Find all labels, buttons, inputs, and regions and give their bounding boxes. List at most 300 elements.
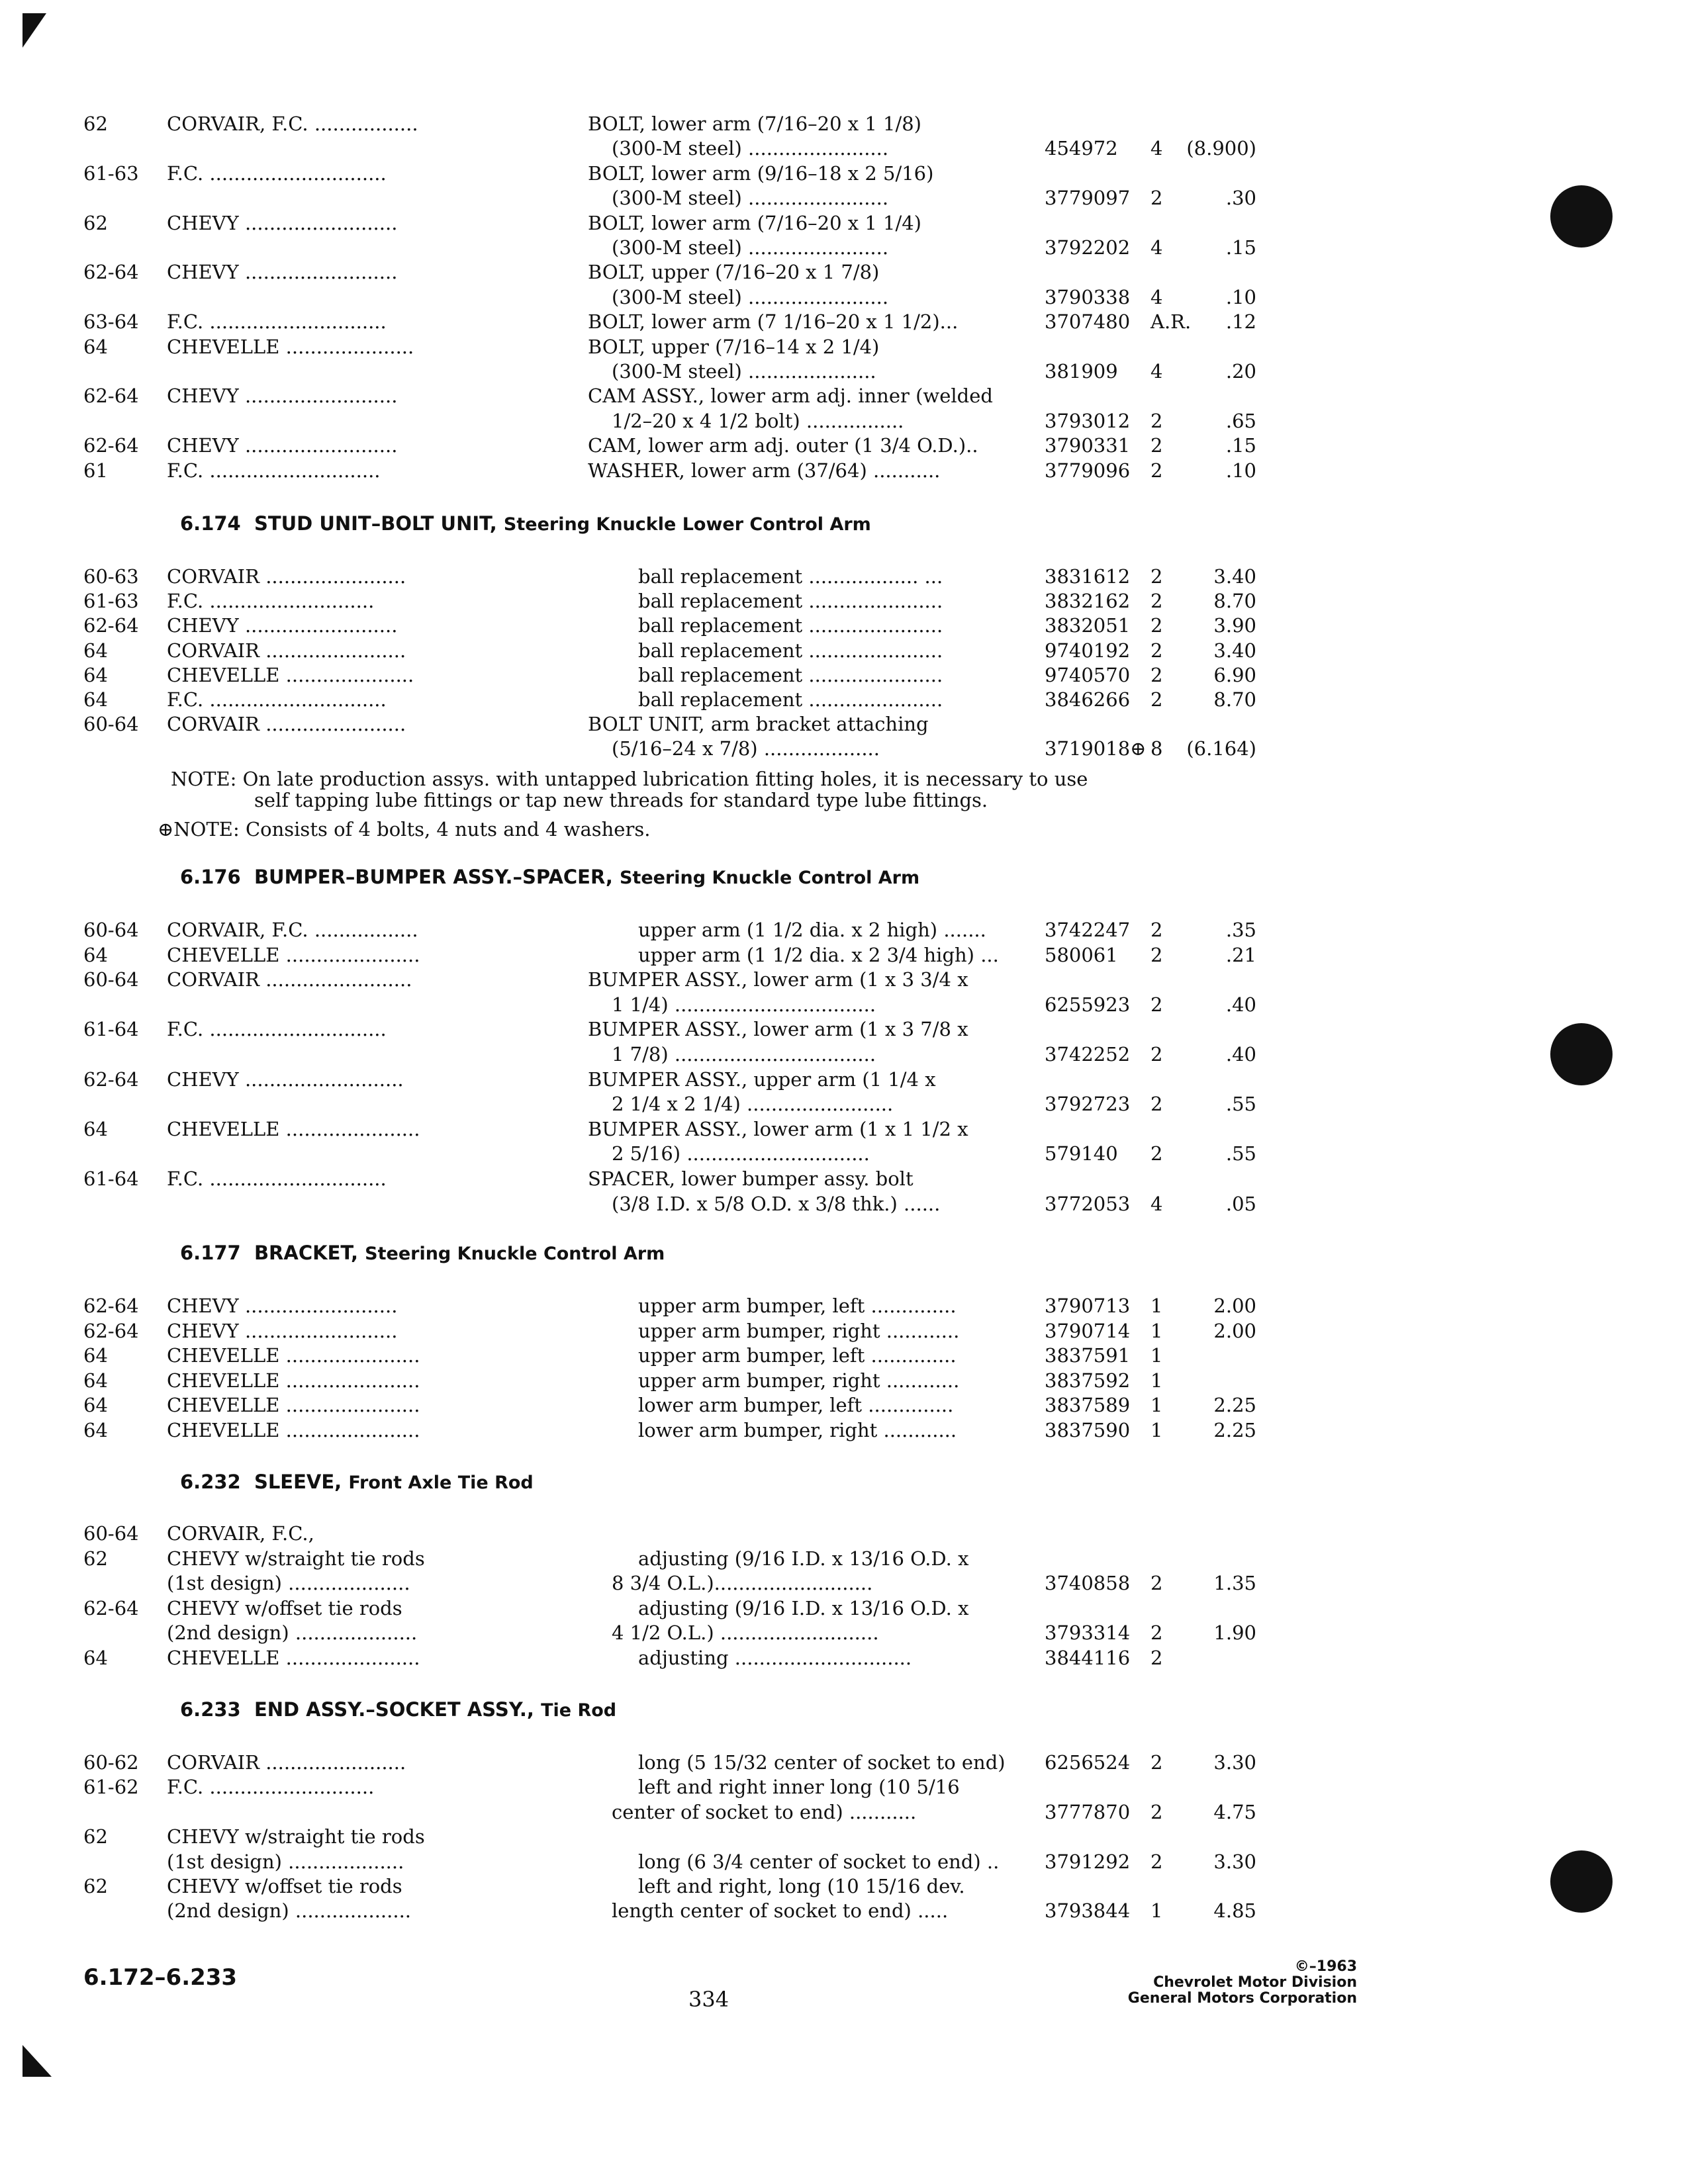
quantity-cell: 1 [1150,1319,1163,1342]
price-cell: .15 [1225,236,1256,259]
model-cell: CHEVELLE ...................... [167,1117,420,1140]
model-cell: CHEVELLE ...................... [167,943,420,966]
model-cell: F.C. ............................. [167,161,387,185]
part-row [0,1596,1688,1621]
part-row [0,588,1688,614]
year-cell: 62-64 [83,1596,139,1619]
model-cell: CHEVY ......................... [167,434,398,457]
quantity-cell: 2 [1150,565,1163,588]
part-number-cell: 3779096 [1045,459,1131,482]
price-cell: 1.90 [1213,1621,1256,1645]
part-row [0,1368,1688,1393]
description-cell: 1 7/8) ................................. [612,1043,876,1066]
part-row [0,458,1688,483]
part-number-cell: 3740858 [1045,1572,1131,1595]
quantity-cell: 2 [1150,688,1163,711]
part-number-cell: 3707480 [1045,310,1131,334]
price-cell: .30 [1225,187,1256,210]
model-cell: F.C. ............................. [167,1018,387,1041]
year-cell: 62 [83,1825,108,1848]
part-row [0,111,1688,136]
part-row [0,309,1688,334]
model-cell: CHEVY ......................... [167,614,398,637]
part-row [0,185,1688,210]
quantity-cell: 4 [1150,137,1163,160]
part-number-cell: 580061 [1045,943,1118,966]
price-cell: .55 [1225,1142,1256,1165]
model-cell: F.C. ............................. [167,688,387,711]
year-cell: 62 [83,113,108,135]
part-number-cell: 3792202 [1045,236,1131,259]
quantity-cell: 2 [1150,1043,1163,1066]
description-cell: BOLT, lower arm (9/16–18 x 2 5/16) [588,161,934,185]
year-cell: 62-64 [83,1295,139,1317]
description-cell: upper arm (1 1/2 dia. x 2 3/4 high) ... [638,943,999,966]
model-cell: CORVAIR, F.C. ................. [167,919,418,941]
part-row [0,1392,1688,1418]
part-row [0,992,1688,1017]
quantity-cell: 2 [1150,1647,1163,1669]
part-row [0,1824,1688,1849]
year-cell: 62-64 [83,261,139,284]
part-number-cell: 6255923 [1045,993,1131,1016]
year-cell: 60-64 [83,1522,139,1545]
part-number-cell: 381909 [1045,360,1118,383]
description-cell: CAM, lower arm adj. outer (1 3/4 O.D.).. [588,434,978,457]
part-row [0,736,1688,761]
description-cell: SPACER, lower bumper assy. bolt [588,1167,914,1190]
part-row [0,1546,1688,1571]
part-row [0,1774,1688,1799]
part-row [0,1318,1688,1343]
model-cell: CHEVY ......................... [167,1319,398,1342]
part-row [0,613,1688,638]
part-number-cell: 3772053 [1045,1192,1131,1215]
quantity-cell: 1 [1150,1419,1163,1441]
model-cell: CHEVELLE ...................... [167,1369,420,1392]
part-row [0,564,1688,589]
description-cell: upper arm bumper, right ............ [638,1369,960,1392]
price-cell: .20 [1225,360,1256,383]
price-cell: 6.90 [1213,663,1256,686]
price-cell: 4.85 [1213,1899,1256,1923]
price-cell: 8.70 [1213,590,1256,613]
part-row [0,210,1688,236]
part-row [0,259,1688,285]
description-cell: left and right, long (10 15/16 dev. [638,1875,965,1897]
part-row [0,1067,1688,1092]
quantity-cell: 2 [1150,590,1163,613]
part-number-cell: 3790713 [1045,1295,1131,1317]
part-number-cell: 3719018⊕ [1045,737,1147,760]
quantity-cell: 2 [1150,614,1163,637]
year-cell: 61-64 [83,1167,139,1190]
description-cell: (300-M steel) ....................... [612,285,889,308]
description-cell: lower arm bumper, left .............. [638,1394,954,1417]
year-cell: 62 [83,211,108,234]
description-cell: 4 1/2 O.L.) .......................... [612,1621,879,1645]
year-cell: 61-62 [83,1776,139,1799]
section-range: 6.172–6.233 [83,1964,238,1991]
part-number-cell: 3793012 [1045,409,1131,432]
model-cell: CHEVY w/straight tie rods [167,1547,425,1570]
price-cell: 3.30 [1213,1751,1256,1774]
description-cell: BUMPER ASSY., upper arm (1 1/4 x [588,1068,936,1091]
year-cell: 64 [83,663,108,686]
year-cell: 61-63 [83,590,139,613]
part-row [0,1191,1688,1216]
year-cell: 60-63 [83,565,139,588]
model-cell: CHEVELLE ...................... [167,1344,420,1367]
model-cell: F.C. ........................... [167,1776,375,1799]
part-number-cell: 3837591 [1045,1344,1131,1367]
description-cell: BOLT, lower arm (7/16–20 x 1 1/4) [588,211,921,234]
quantity-cell: 2 [1150,639,1163,662]
division-name: Chevrolet Motor Division [1153,1974,1357,1991]
price-cell: .10 [1225,285,1256,308]
part-row [0,638,1688,663]
model-cell: (2nd design) .................... [167,1621,418,1645]
description-cell: center of socket to end) ........... [612,1800,917,1823]
model-cell: CORVAIR, F.C., [167,1522,314,1545]
description-cell: BUMPER ASSY., lower arm (1 x 1 1/2 x [588,1117,968,1140]
model-cell: CORVAIR ........................ [167,968,412,991]
description-cell: 2 1/4 x 2 1/4) ........................ [612,1093,894,1116]
description-cell: (5/16–24 x 7/8) ................... [612,737,880,760]
year-cell: 62-64 [83,385,139,408]
quantity-cell: 4 [1150,236,1163,259]
part-row [0,1570,1688,1596]
part-number-cell: 3790331 [1045,434,1131,457]
section-heading-6-233: 6.233 END ASSY.–SOCKET ASSY., Tie Rod [180,1698,617,1721]
quantity-cell: 1 [1150,1344,1163,1367]
part-row [0,1166,1688,1191]
part-row [0,1750,1688,1775]
quantity-cell: 2 [1150,1800,1163,1823]
year-cell: 64 [83,335,108,358]
model-cell: CHEVY .......................... [167,1068,404,1091]
year-cell: 64 [83,1369,108,1392]
price-cell: .12 [1225,310,1256,334]
part-row [0,917,1688,942]
part-row [0,1874,1688,1899]
crop-mark-bottom-left [23,2045,52,2077]
description-cell: (300-M steel) ....................... [612,236,889,259]
year-cell: 64 [83,1394,108,1417]
part-number-cell: 3837589 [1045,1394,1131,1417]
model-cell: F.C. ............................. [167,1167,387,1190]
price-cell: (6.164) [1186,737,1256,760]
part-row [0,235,1688,260]
description-cell: ball replacement ...................... [638,590,943,613]
year-cell: 61-63 [83,161,139,185]
part-row [0,662,1688,688]
part-number-cell: 6256524 [1045,1751,1131,1774]
part-number-cell: 3790338 [1045,285,1131,308]
year-cell: 60-64 [83,713,139,736]
year-cell: 62 [83,1547,108,1570]
model-cell: (1st design) ................... [167,1850,404,1873]
model-cell: CHEVY w/offset tie rods [167,1875,402,1897]
part-number-cell: 3831612 [1045,565,1131,588]
model-cell: (1st design) .................... [167,1572,410,1595]
price-cell: 3.90 [1213,614,1256,637]
price-cell: 2.25 [1213,1419,1256,1441]
part-row [0,1799,1688,1825]
quantity-cell: 1 [1150,1899,1163,1923]
year-cell: 64 [83,1344,108,1367]
description-cell: BOLT, upper (7/16–20 x 1 7/8) [588,261,880,284]
description-cell: BOLT UNIT, arm bracket attaching [588,713,929,736]
description-cell: 2 5/16) .............................. [612,1142,870,1165]
quantity-cell: 8 [1150,737,1163,760]
model-cell: CORVAIR ....................... [167,639,406,662]
quantity-cell: 2 [1150,993,1163,1016]
note-bolt-unit: ⊕NOTE: Consists of 4 bolts, 4 nuts and 4 washers. [158,818,651,841]
year-cell: 62-64 [83,1068,139,1091]
quantity-cell: 4 [1150,360,1163,383]
part-number-cell: 3793314 [1045,1621,1131,1645]
quantity-cell: 2 [1150,1751,1163,1774]
year-cell: 64 [83,1117,108,1140]
year-cell: 64 [83,1647,108,1669]
description-cell: ball replacement ...................... [638,663,943,686]
description-cell: (300-M steel) ....................... [612,187,889,210]
description-cell: long (5 15/32 center of socket to end) [638,1751,1006,1774]
quantity-cell: 4 [1150,285,1163,308]
model-cell: CORVAIR ....................... [167,1751,406,1774]
part-row [0,1343,1688,1368]
description-cell: adjusting (9/16 I.D. x 13/16 O.D. x [638,1547,969,1570]
part-row [0,942,1688,968]
part-number-cell: 3832051 [1045,614,1131,637]
price-cell: 4.75 [1213,1800,1256,1823]
quantity-cell: 2 [1150,1142,1163,1165]
quantity-cell: 1 [1150,1394,1163,1417]
part-row [0,1849,1688,1874]
price-cell: .05 [1225,1192,1256,1215]
price-cell: .15 [1225,434,1256,457]
crop-mark-top-left [23,13,46,48]
description-cell: BUMPER ASSY., lower arm (1 x 3 3/4 x [588,968,968,991]
part-row [0,285,1688,310]
model-cell: CHEVELLE ...................... [167,1394,420,1417]
part-number-cell: 3790714 [1045,1319,1131,1342]
price-cell: (8.900) [1186,137,1256,160]
quantity-cell: 4 [1150,1192,1163,1215]
price-cell: .21 [1225,943,1256,966]
part-row [0,161,1688,186]
description-cell: long (6 3/4 center of socket to end) .. [638,1850,1000,1873]
part-row [0,1042,1688,1067]
part-row [0,334,1688,359]
description-cell: BOLT, lower arm (7 1/16–20 x 1 1/2)... [588,310,959,334]
part-number-cell: 9740192 [1045,639,1131,662]
model-cell: CORVAIR ....................... [167,565,406,588]
part-number-cell: 3791292 [1045,1850,1131,1873]
part-number-cell: 3779097 [1045,187,1131,210]
description-cell: left and right inner long (10 5/16 [638,1776,960,1799]
part-number-cell: 3844116 [1045,1647,1131,1669]
year-cell: 64 [83,1419,108,1441]
model-cell: CHEVELLE ..................... [167,335,414,358]
description-cell: (300-M steel) ..................... [612,360,876,383]
part-number-cell: 9740570 [1045,663,1131,686]
part-row [0,1418,1688,1443]
year-cell: 60-64 [83,919,139,941]
description-cell: 8 3/4 O.L.).......................... [612,1572,873,1595]
price-cell: .10 [1225,459,1256,482]
year-cell: 60-64 [83,968,139,991]
year-cell: 61 [83,459,108,482]
description-cell: 1/2–20 x 4 1/2 bolt) ................ [612,409,904,432]
year-cell: 64 [83,688,108,711]
model-cell: CHEVY w/straight tie rods [167,1825,425,1848]
model-cell: CHEVELLE ...................... [167,1647,420,1669]
part-number-cell: 3742247 [1045,919,1131,941]
description-cell: adjusting (9/16 I.D. x 13/16 O.D. x [638,1596,969,1619]
price-cell: .55 [1225,1093,1256,1116]
description-cell: BOLT, upper (7/16–14 x 2 1/4) [588,335,880,358]
price-cell: 2.25 [1213,1394,1256,1417]
year-cell: 62-64 [83,434,139,457]
model-cell: CHEVY ......................... [167,261,398,284]
quantity-cell: 2 [1150,943,1163,966]
model-cell: F.C. ............................ [167,459,381,482]
model-cell: CORVAIR ....................... [167,713,406,736]
part-row [0,136,1688,161]
price-cell: .35 [1225,919,1256,941]
quantity-cell: 1 [1150,1295,1163,1317]
note-lubrication-cont: self tapping lube fittings or tap new threads for standard type lube fittings. [254,789,988,811]
part-number-cell: 3742252 [1045,1043,1131,1066]
description-cell: ball replacement ...................... [638,639,943,662]
description-cell: upper arm bumper, left .............. [638,1344,957,1367]
part-number-cell: 3832162 [1045,590,1131,613]
part-number-cell: 3846266 [1045,688,1131,711]
quantity-cell: 2 [1150,409,1163,432]
note-lubrication: NOTE: On late production assys. with untapped lubrication fitting holes, it is necessary to use [171,768,1088,790]
model-cell: CHEVELLE ..................... [167,663,414,686]
model-cell: CHEVY ......................... [167,211,398,234]
quantity-cell: 2 [1150,459,1163,482]
model-cell: CHEVY ......................... [167,385,398,408]
model-cell: (2nd design) ................... [167,1899,412,1923]
year-cell: 63-64 [83,310,139,334]
section-heading-6-174: 6.174 STUD UNIT–BOLT UNIT, Steering Knuckle Lower Control Arm [180,512,871,535]
description-cell: upper arm bumper, left .............. [638,1295,957,1317]
part-number-cell: 454972 [1045,137,1118,160]
description-cell: ball replacement ...................... [638,688,943,711]
part-row [0,1521,1688,1546]
section-heading-6-176: 6.176 BUMPER–BUMPER ASSY.–SPACER, Steering Knuckle Control Arm [180,866,920,888]
description-cell: BOLT, lower arm (7/16–20 x 1 1/8) [588,113,921,135]
price-cell: 2.00 [1213,1295,1256,1317]
price-cell: 3.40 [1213,565,1256,588]
year-cell: 64 [83,639,108,662]
quantity-cell: 1 [1150,1369,1163,1392]
description-cell: ball replacement .................. ... [638,565,943,588]
description-cell: WASHER, lower arm (37/64) ........... [588,459,941,482]
part-row [0,359,1688,384]
quantity-cell: 2 [1150,1850,1163,1873]
quantity-cell: 2 [1150,919,1163,941]
part-row [0,711,1688,737]
quantity-cell: 2 [1150,1093,1163,1116]
model-cell: F.C. ........................... [167,590,375,613]
model-cell: CHEVY ......................... [167,1295,398,1317]
year-cell: 62-64 [83,614,139,637]
quantity-cell: 2 [1150,187,1163,210]
quantity-cell: 2 [1150,434,1163,457]
description-cell: length center of socket to end) ..... [612,1899,949,1923]
model-cell: F.C. ............................. [167,310,387,334]
part-row [0,1091,1688,1116]
part-row [0,433,1688,458]
quantity-cell: 2 [1150,1572,1163,1595]
part-row [0,687,1688,712]
copyright-year: ©–1963 [1294,1958,1357,1975]
price-cell: .40 [1225,1043,1256,1066]
price-cell: 1.35 [1213,1572,1256,1595]
copyright-block [1128,1959,1357,2007]
part-row [0,1116,1688,1142]
quantity-cell: 2 [1150,663,1163,686]
part-row [0,967,1688,992]
year-cell: 62-64 [83,1319,139,1342]
part-number-cell: 3792723 [1045,1093,1131,1116]
description-cell: BUMPER ASSY., lower arm (1 x 3 7/8 x [588,1018,968,1041]
description-cell: 1 1/4) ................................. [612,993,876,1016]
price-cell: 8.70 [1213,688,1256,711]
year-cell: 60-62 [83,1751,139,1774]
part-row [0,1645,1688,1670]
description-cell: lower arm bumper, right ............ [638,1419,957,1441]
price-cell: 2.00 [1213,1319,1256,1342]
description-cell: adjusting ............................. [638,1647,912,1669]
model-cell: CHEVELLE ...................... [167,1419,420,1441]
price-cell: .65 [1225,409,1256,432]
corporation-name: General Motors Corporation [1127,1990,1357,2007]
quantity-cell: A.R. [1150,310,1192,334]
part-row [0,383,1688,408]
description-cell: upper arm (1 1/2 dia. x 2 high) ....... [638,919,986,941]
part-number-cell: 3777870 [1045,1800,1131,1823]
part-row [0,408,1688,433]
price-cell: 3.30 [1213,1850,1256,1873]
quantity-cell: 2 [1150,1621,1163,1645]
part-number-cell: 3837592 [1045,1369,1131,1392]
part-row [0,1293,1688,1318]
model-cell: CHEVY w/offset tie rods [167,1596,402,1619]
price-cell: .40 [1225,993,1256,1016]
year-cell: 64 [83,943,108,966]
part-number-cell: 3793844 [1045,1899,1131,1923]
part-number-cell: 579140 [1045,1142,1118,1165]
part-row [0,1141,1688,1166]
description-cell: (3/8 I.D. x 5/8 O.D. x 3/8 thk.) ...... [612,1192,941,1215]
section-heading-6-232: 6.232 SLEEVE, Front Axle Tie Rod [180,1471,534,1493]
part-number-cell: 3837590 [1045,1419,1131,1441]
part-row [0,1898,1688,1923]
model-cell: CORVAIR, F.C. ................. [167,113,418,135]
year-cell: 61-64 [83,1018,139,1041]
description-cell: upper arm bumper, right ............ [638,1319,960,1342]
page-number: 334 [688,1987,729,2012]
part-row [0,1017,1688,1042]
price-cell: 3.40 [1213,639,1256,662]
description-cell: CAM ASSY., lower arm adj. inner (welded [588,385,993,408]
